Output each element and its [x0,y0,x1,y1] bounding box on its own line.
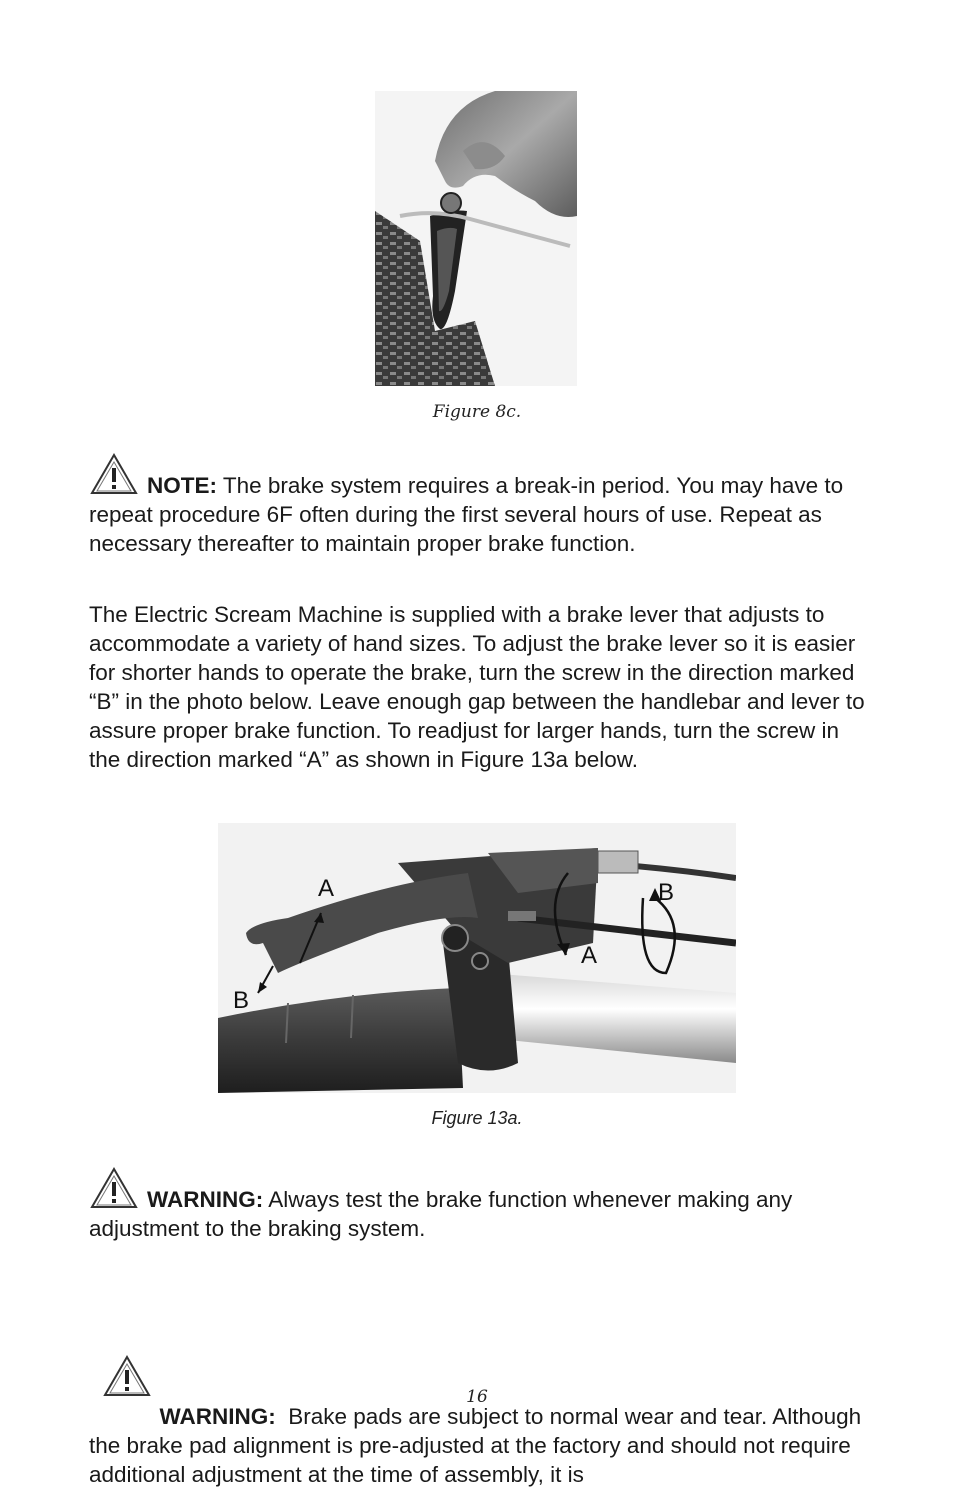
figure-8c-photo [375,91,577,386]
note-label: NOTE: [147,473,217,498]
warning-2-text: Brake pads are subject to normal wear and tear. Although the brake pad alignment is pre-adjusted at the factory and should not require additional adjustment at the time of assembly, it is [89,1404,868,1487]
warning-2-paragraph [89,1267,879,1489]
figure-13a-photo [218,823,736,1093]
warning-triangle-icon [89,452,139,496]
warning-2-label: WARNING: [159,1404,276,1429]
warning-triangle-icon [89,1166,139,1210]
brake-lever-paragraph: The Electric Scream Machine is supplied with a brake lever that adjusts to accommodate a variety of hand sizes. To adjust the brake lever so it is easier for shorter hands to operate the brake, turn the screw in the direction marked “B” in the photo below. Leave enough gap between the handlebar and lever to assure proper brake function. To readjust for larger hands, turn the screw in the direction marked “A” as shown in Figure 13a below. [89,602,865,772]
label-b-lever: B [233,987,250,1014]
warning-triangle-icon [102,1296,152,1340]
figure-13a-caption: Figure 13a. [431,1108,523,1128]
label-a-screw: A [581,942,598,969]
note-text: The brake system requires a break-in period. You may have to repeat procedure 6F often during the first several hours of use. Repeat as necessary thereafter to maintain proper brake function. [89,473,844,556]
label-a-lever: A [318,875,335,902]
warning-1-paragraph [89,1166,879,1243]
warning-1-text: Always test the brake function whenever making any adjustment to the braking system. [89,1187,793,1241]
page-number: 16 [466,1387,488,1407]
warning-1-label: WARNING: [147,1187,264,1212]
label-b-screw: B [658,879,675,906]
figure-8c-caption: Figure 8c. [432,402,522,422]
note-paragraph [89,452,879,558]
